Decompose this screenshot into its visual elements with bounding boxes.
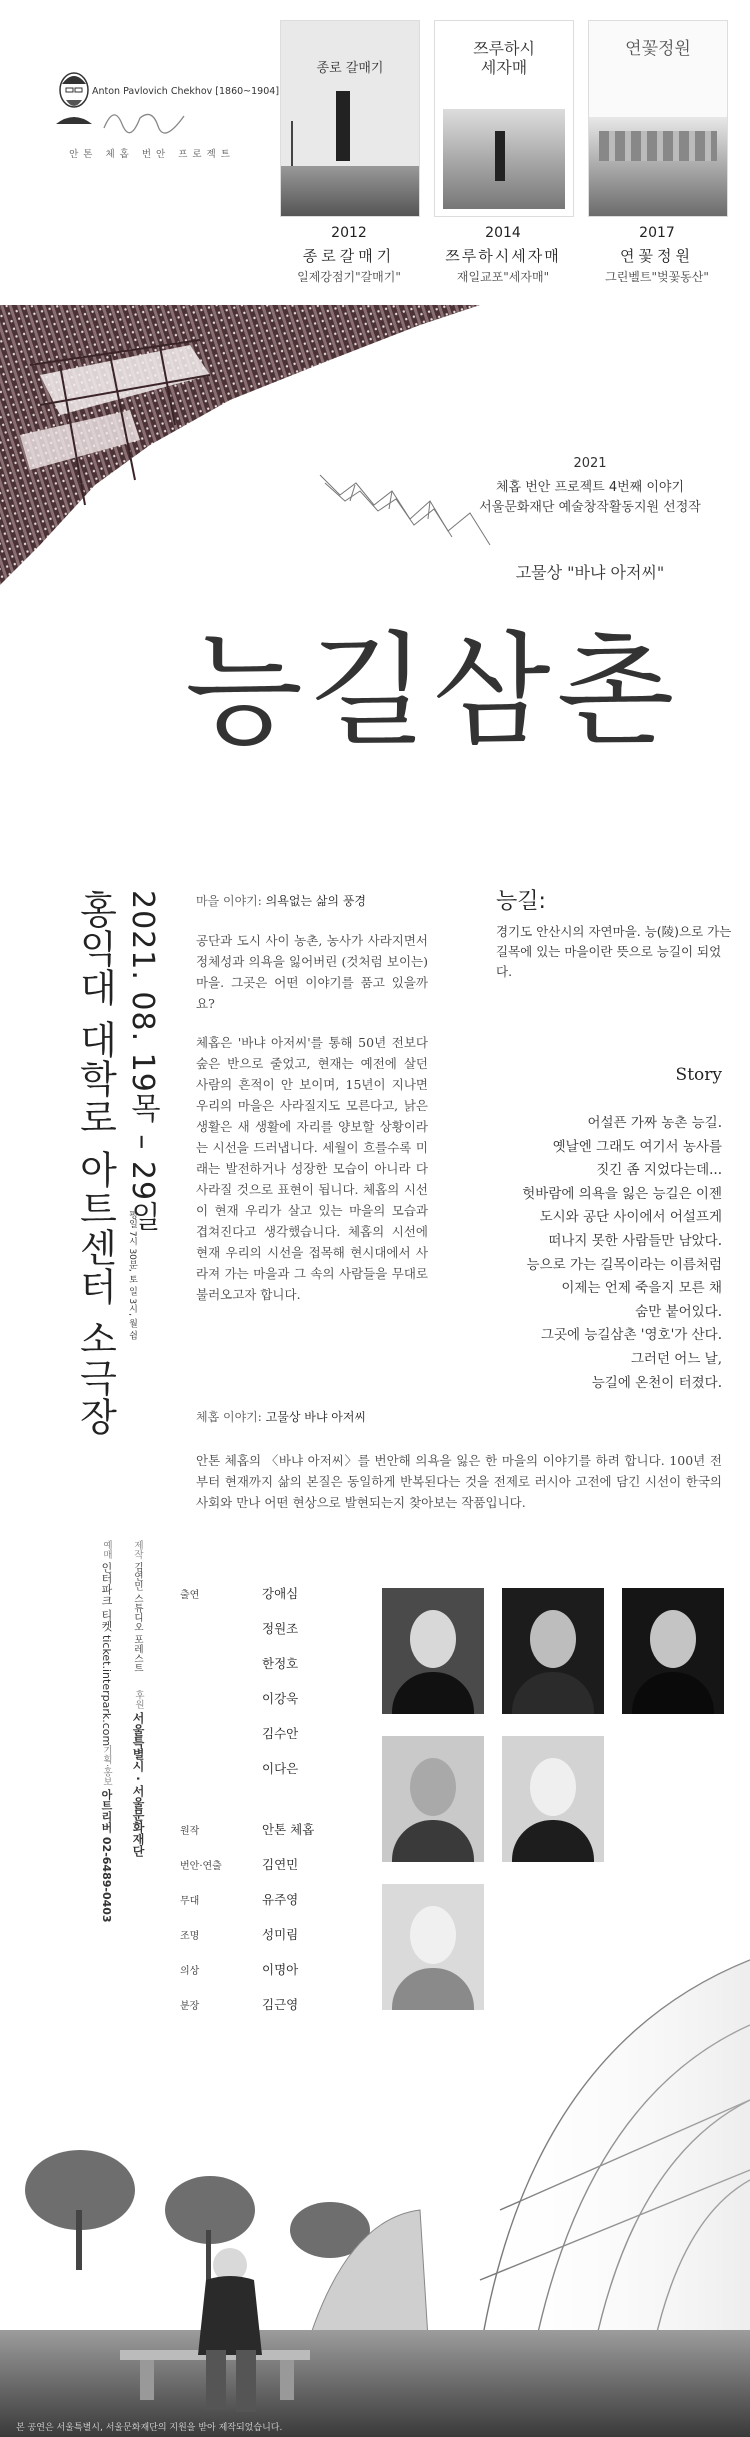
story-line: 능으로 가는 길목이라는 이름처럼 bbox=[526, 1256, 722, 1273]
staff-name: 안톤 체홉 bbox=[262, 1822, 315, 1837]
info-tickets bbox=[98, 1540, 114, 1746]
chekhov-logo bbox=[52, 58, 280, 168]
info-label: 후원 bbox=[133, 1690, 144, 1709]
info-label: 기획·홍보 bbox=[101, 1745, 112, 1787]
staff-role: 번안·연출 bbox=[180, 1861, 222, 1872]
past-work-subtitle-2012: 일제강점기"갈매기" bbox=[297, 270, 401, 284]
greenhouse-scene-graphic bbox=[0, 1810, 750, 2437]
story-line: 숨만 붙어있다. bbox=[635, 1303, 722, 1320]
poster-2012 bbox=[280, 20, 420, 217]
staff-name: 김근영 bbox=[262, 1997, 299, 2012]
info-value[interactable]: 인터파크 티켓 ticket.interpark.com bbox=[100, 1562, 113, 1747]
info-value: 아트리버 02-6489-0403 bbox=[100, 1789, 113, 1923]
past-work-subtitle-2014: 재일교포"세자매" bbox=[456, 270, 550, 284]
chekhov-portrait-icon bbox=[52, 66, 96, 126]
drama-para: 안톤 체홉의 〈바냐 아저씨〉를 번안해 의욕을 잃은 한 마을의 이야기를 하려 합니다. 100년 전부터 현재까지 삶의 본질은 동일하게 반복된다는 것을 전제로 러시아 고전에 담긴 시선이 한국의 사회와 만나 어떤 현상으로 발현되는지 찾아보는 작품입니다. bbox=[196, 1453, 722, 1510]
village-para2: 체홉은 '바냐 아저씨'를 통해 50년 전보다 숲은 반으로 줄었고, 현재는 예전에 살던 사람의 흔적이 안 보이며, 15년이 지나면 우리의 마을은 사라질지도 모른다고, 낡은 생활은 새 생활에 자리를 양보할 상황이라는 시선을 드러냅니다. 세월이 흐를수록 미래는 발전하거나 성장한 모습이 아니라 다 사라질 것으로 표현이 됩니다. 체홉의 시선이 현재 우리가 살고 있는 마을의 모습과 겹쳐진다고 생각했습니다. 체홉의 시선에 현재 우리의 시선을 접목해 현시대에서 사라져 가는 마을과 그 속의 사람들을 무대로 불러오고자 합니다. bbox=[196, 1035, 428, 1302]
project-line2: 서울문화재단 예술창작활동지원 선정작 bbox=[479, 500, 701, 515]
staff-role: 무대 bbox=[180, 1896, 200, 1907]
village-para1: 공단과 도시 사이 농촌, 농사가 사라지면서 정체성과 의욕을 잃어버린 (것처럼 보이는) 마을. 그곳은 어떤 이야기를 품고 있을까요? bbox=[196, 933, 428, 1011]
poster-title: 종로 갈매기 bbox=[316, 61, 384, 76]
village-heading-title: 의욕없는 삶의 풍경 bbox=[265, 894, 367, 908]
drama-heading bbox=[196, 1408, 366, 1425]
story-line: 그러던 어느 날, bbox=[630, 1350, 722, 1367]
past-work-year-2012: 2012 bbox=[331, 225, 367, 241]
cast-name: 김수안 bbox=[262, 1726, 299, 1741]
info-label: 예매 bbox=[101, 1540, 112, 1559]
performance-venue: 홍익대 대학로 아트센터 소극장 bbox=[73, 890, 117, 1437]
signature-icon bbox=[100, 102, 190, 136]
cast-name: 강애심 bbox=[262, 1586, 299, 1601]
cast-name: 이강욱 bbox=[262, 1691, 299, 1706]
staff-name: 유주영 bbox=[262, 1892, 299, 1907]
info-producer bbox=[130, 1540, 144, 1673]
cast-label: 출연 bbox=[180, 1590, 200, 1601]
info-value: 서울특별시 · 서울문화재단 bbox=[131, 1712, 145, 1857]
logo-caption: Anton Pavlovich Chekhov [1860~1904] bbox=[92, 86, 280, 97]
staff-name: 이명아 bbox=[262, 1962, 299, 1977]
story-line: 떠나지 못한 사람들만 남았다. bbox=[548, 1232, 722, 1249]
drama-heading-title: 고물상 바냐 아저씨 bbox=[265, 1410, 367, 1424]
cast-photo bbox=[382, 1588, 484, 1714]
project-year: 2021 bbox=[573, 456, 607, 471]
staff-name: 김연민 bbox=[262, 1857, 299, 1872]
staff-role: 분장 bbox=[180, 2001, 200, 2012]
staff-role: 의상 bbox=[180, 1966, 200, 1977]
project-subtitle: 고물상 "바냐 아저씨" bbox=[515, 563, 665, 582]
info-value: 김연민 스튜디오 포레스트 bbox=[132, 1562, 143, 1673]
poster-title: 쯔루하시 세자매 bbox=[473, 39, 535, 78]
past-work-name-2012: 종로갈매기 bbox=[302, 247, 396, 265]
cast-name: 한정호 bbox=[262, 1656, 299, 1671]
story-line: 옛날엔 그래도 여기서 농사를 bbox=[552, 1138, 722, 1155]
story-line: 어설픈 가짜 농촌 능길. bbox=[587, 1115, 722, 1131]
cast-name: 이다은 bbox=[262, 1761, 299, 1776]
cast-photo bbox=[502, 1588, 604, 1714]
story-heading: Story bbox=[675, 1065, 722, 1085]
main-title: 능길삼촌 bbox=[185, 620, 681, 762]
footer-note: 본 공연은 서울특별시, 서울문화재단의 지원을 받아 제작되었습니다. bbox=[16, 2423, 283, 2433]
logo-subtitle: 안톤 체홉 번안 프로젝트 bbox=[69, 149, 235, 160]
performance-dates: 2021. 08. 19목 – 29일 bbox=[125, 890, 160, 1233]
performance-times: 평일 7시 30분, 토 일 3시, 월 쉼 bbox=[127, 1210, 137, 1340]
staff-role: 원작 bbox=[180, 1826, 200, 1837]
past-work-year-2014: 2014 bbox=[485, 225, 521, 241]
story-line: 헛바람에 의욕을 잃은 능길은 이젠 bbox=[522, 1185, 722, 1202]
village-heading-label: 마을 이야기: bbox=[196, 894, 262, 908]
story-line: 능길에 온천이 터졌다. bbox=[591, 1374, 722, 1391]
neunggil-desc: 경기도 안산시의 자연마을. 능(陵)으로 가는 길목에 있는 마을이란 뜻으로 능길이 되었다. bbox=[496, 924, 732, 979]
past-work-name-2017: 연꽃정원 bbox=[620, 247, 694, 265]
past-work-year-2017: 2017 bbox=[639, 225, 675, 241]
past-work-name-2014: 쯔루하시세자매 bbox=[445, 247, 561, 265]
project-line1: 체홉 번안 프로젝트 4번째 이야기 bbox=[495, 480, 685, 495]
cast-name: 정원조 bbox=[262, 1621, 299, 1636]
staff-role: 조명 bbox=[180, 1931, 200, 1942]
story-line: 짓긴 좀 지었다는데... bbox=[596, 1162, 722, 1179]
info-label: 제작 bbox=[132, 1540, 143, 1559]
poster-title: 연꽃정원 bbox=[625, 39, 691, 59]
village-heading bbox=[196, 892, 366, 909]
story-line: 그곳에 능길삼촌 '영호'가 산다. bbox=[540, 1327, 722, 1344]
drama-heading-label: 체홉 이야기: bbox=[196, 1410, 262, 1424]
story-line: 도시와 공단 사이에서 어설프게 bbox=[539, 1209, 722, 1226]
staff-name: 성미림 bbox=[262, 1927, 299, 1942]
cast-photo bbox=[622, 1588, 724, 1714]
neunggil-title: 능길: bbox=[496, 889, 546, 914]
story-line: 이제는 언제 죽을지 모른 채 bbox=[561, 1280, 722, 1297]
poster-2014 bbox=[434, 20, 574, 217]
story-lines bbox=[450, 1112, 722, 1395]
poster-2017 bbox=[588, 20, 728, 217]
past-work-subtitle-2017: 그린벨트"벚꽃동산" bbox=[605, 270, 709, 284]
